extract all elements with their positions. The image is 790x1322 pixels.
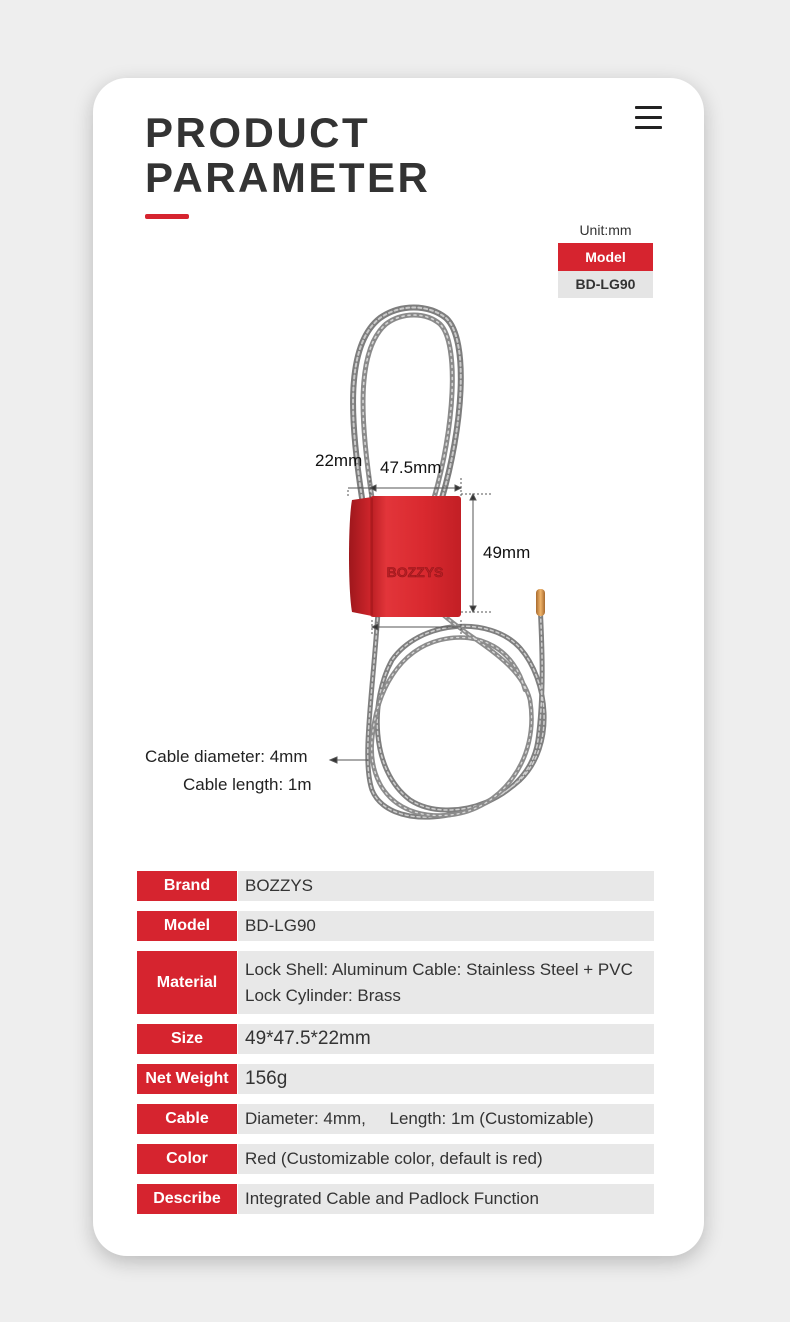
cable-length-note: Cable length: 1m — [183, 775, 312, 794]
spec-label: Net Weight — [137, 1064, 237, 1094]
model-value: BD-LG90 — [558, 271, 653, 298]
spec-row-brand — [137, 871, 654, 901]
spec-label: Material — [137, 951, 237, 1014]
cable-tip — [536, 589, 545, 616]
spec-value-line: BOZZYS — [245, 876, 314, 895]
dimension-depth-label: 22mm — [315, 451, 363, 470]
model-header: Model — [558, 243, 653, 271]
lock-body — [349, 496, 461, 617]
page-title-line-2: PARAMETER — [145, 154, 431, 201]
spec-value — [238, 1064, 654, 1094]
spec-value — [238, 1144, 654, 1174]
spec-row-material — [137, 951, 654, 1014]
spec-value-line: 156g — [245, 1068, 288, 1089]
spec-label: Model — [137, 911, 237, 941]
spec-label: Brand — [137, 871, 237, 901]
spec-row-model — [137, 911, 654, 941]
cable-diameter-note: Cable diameter: 4mm — [145, 747, 308, 766]
spec-value-line: Red (Customizable color, default is red) — [245, 1149, 543, 1168]
spec-value — [238, 911, 654, 941]
lock-brand-engraving: BOZZYS — [386, 564, 444, 580]
spec-value — [238, 871, 654, 901]
spec-value-line: Lock Shell: Aluminum Cable: Stainless Steel + PVC — [245, 959, 633, 979]
spec-value — [238, 951, 654, 1014]
unit-label: Unit:mm — [579, 222, 632, 238]
spec-row-net-weight — [137, 1064, 654, 1094]
spec-row-color — [137, 1144, 654, 1174]
spec-row-describe — [137, 1184, 654, 1214]
page-title-line-1: PRODUCT — [145, 109, 371, 156]
dimension-height-label: 49mm — [483, 543, 531, 562]
spec-value-line: 49*47.5*22mm — [245, 1028, 371, 1049]
spec-label: Size — [137, 1024, 237, 1054]
spec-value-line: Integrated Cable and Padlock Function — [245, 1189, 539, 1208]
spec-value — [238, 1024, 654, 1054]
spec-value — [238, 1184, 654, 1214]
spec-value-line: Diameter: 4mm, Length: 1m (Customizable) — [245, 1109, 594, 1128]
spec-value-line: BD-LG90 — [245, 916, 316, 935]
spec-label: Color — [137, 1144, 237, 1174]
spec-row-size — [137, 1024, 654, 1054]
spec-row-cable — [137, 1104, 654, 1134]
spec-label: Describe — [137, 1184, 237, 1214]
cable-lower-coil — [368, 596, 544, 817]
dimension-width-label: 47.5mm — [380, 458, 442, 477]
spec-label: Cable — [137, 1104, 237, 1134]
spec-value — [238, 1104, 654, 1134]
spec-value-line: Lock Cylinder: Brass — [245, 985, 401, 1005]
